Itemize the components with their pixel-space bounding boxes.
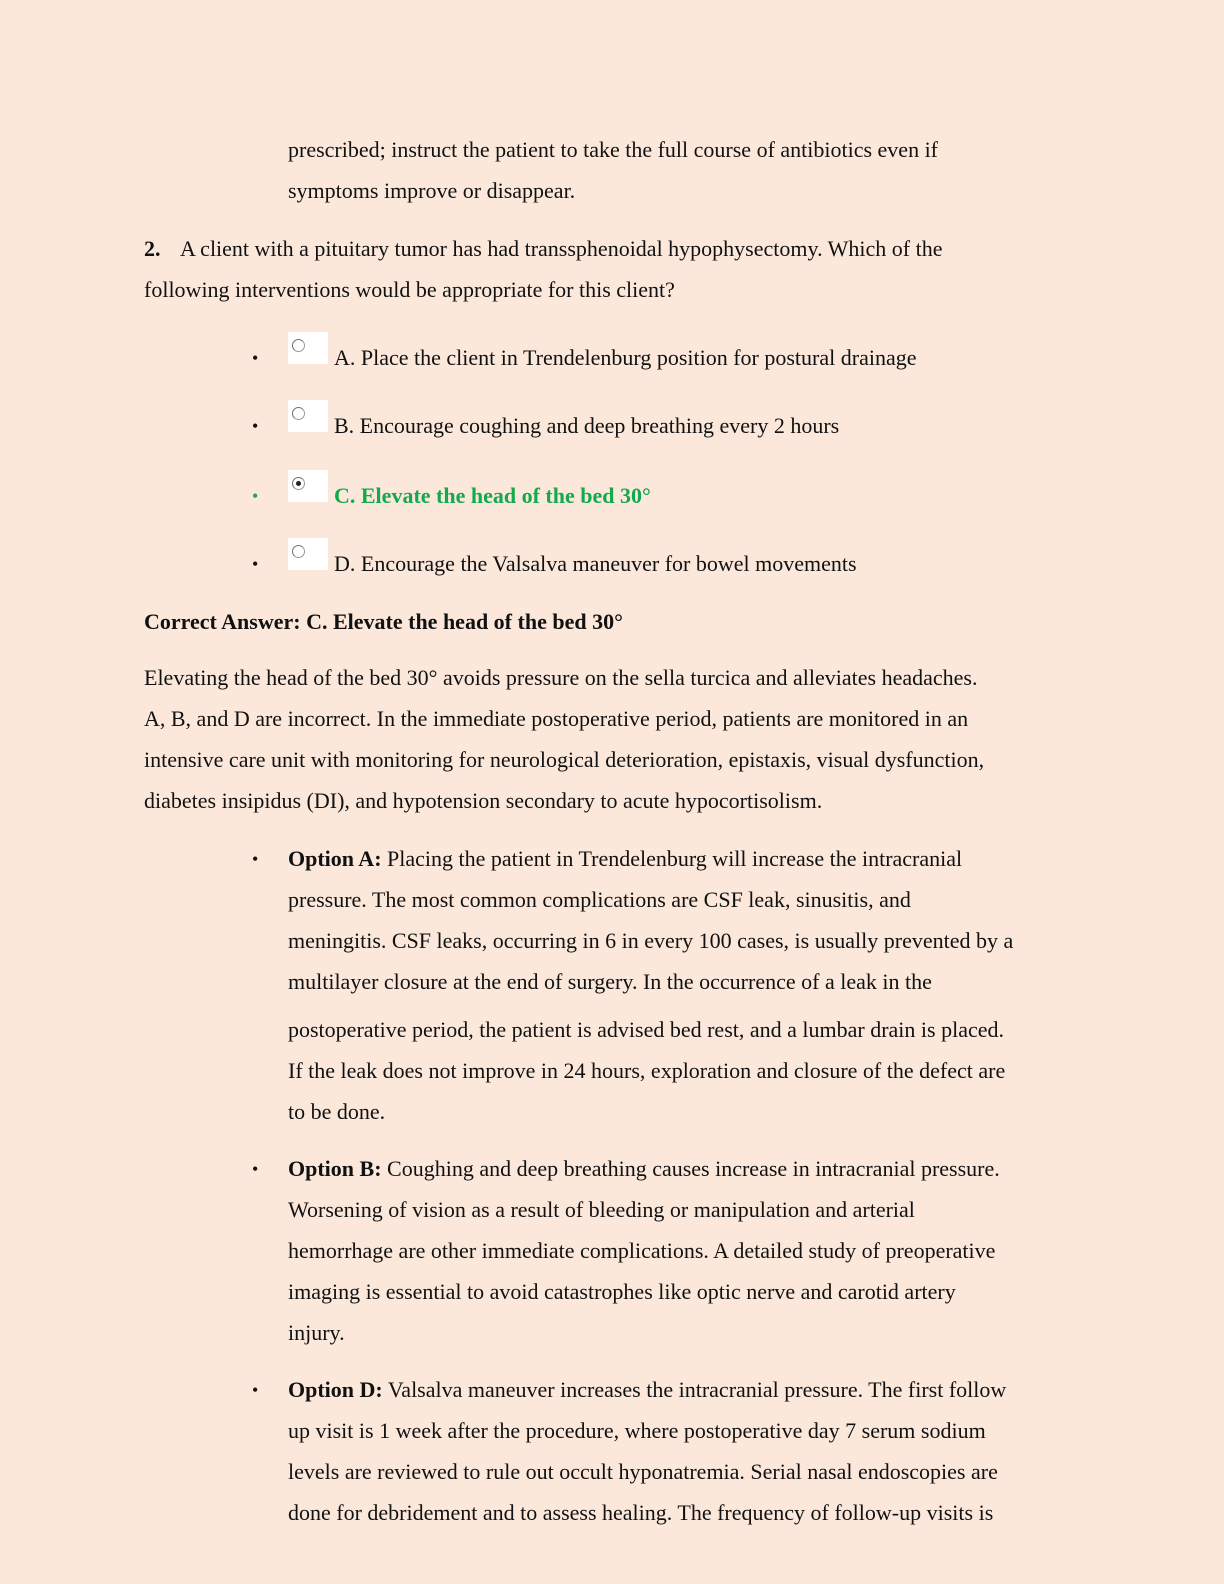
explanation-line: Worsening of vision as a result of bleeding or manipulation and arterial <box>288 1197 915 1222</box>
explanation-line: Valsalva maneuver increases the intracranial pressure. The first follow <box>387 1377 1007 1402</box>
explanation-line: multilayer closure at the end of surgery. In the occurrence of a leak in the <box>288 969 932 994</box>
question-line-2: following interventions would be appropriate for this client? <box>144 277 675 302</box>
option-b-label: B. Encourage coughing and deep breathing every 2 hours <box>334 413 840 438</box>
radio-button-d[interactable] <box>288 538 328 570</box>
explanation-line: intensive care unit with monitoring for neurological deterioration, epistaxis, visual dysfunction, <box>144 747 985 772</box>
explanation-line: Coughing and deep breathing causes increase in intracranial pressure. <box>387 1156 1000 1181</box>
explanation-line: pressure. The most common complications are CSF leak, sinusitis, and <box>288 887 911 912</box>
radio-selected-icon <box>292 477 305 490</box>
explanation-line: injury. <box>288 1320 345 1345</box>
bullet-icon: • <box>252 486 259 506</box>
intro-line-1: prescribed; instruct the patient to take the full course of antibiotics even if <box>288 137 939 162</box>
option-a-label: A. Place the client in Trendelenburg position for postural drainage <box>334 345 917 370</box>
explanation-line: postoperative period, the patient is advised bed rest, and a lumbar drain is placed. <box>288 1017 1004 1042</box>
correct-answer: Correct Answer: C. Elevate the head of the bed 30° <box>144 609 623 634</box>
radio-button-a[interactable] <box>288 332 328 364</box>
radio-icon <box>292 407 305 420</box>
explanation-line: If the leak does not improve in 24 hours, exploration and closure of the defect are <box>288 1058 1006 1083</box>
option-c-label: C. Elevate the head of the bed 30° <box>334 483 651 508</box>
explanation-line: Placing the patient in Trendelenburg will increase the intracranial <box>387 846 963 871</box>
explanation-line: hemorrhage are other immediate complications. A detailed study of preoperative <box>288 1238 996 1263</box>
question-line-1: A client with a pituitary tumor has had transsphenoidal hypophysectomy. Which of the <box>180 236 943 261</box>
bullet-icon: • <box>252 1159 259 1179</box>
question-number: 2. <box>144 236 161 261</box>
radio-icon <box>292 545 305 558</box>
option-a-heading: Option A: <box>288 846 382 871</box>
bullet-icon: • <box>252 1380 259 1400</box>
explanation-line: meningitis. CSF leaks, occurring in 6 in every 100 cases, is usually prevented by a <box>288 928 1014 953</box>
explanation-line: imaging is essential to avoid catastrophes like optic nerve and carotid artery <box>288 1279 956 1304</box>
radio-button-c[interactable] <box>288 470 328 502</box>
bullet-icon: • <box>252 348 259 368</box>
option-b-heading: Option B: <box>288 1156 382 1181</box>
explanation-line: up visit is 1 week after the procedure, where postoperative day 7 serum sodium <box>288 1418 986 1443</box>
explanation-line: Elevating the head of the bed 30° avoids pressure on the sella turcica and alleviates headaches. <box>144 665 978 690</box>
bullet-icon: • <box>252 416 259 436</box>
bullet-icon: • <box>252 554 259 574</box>
explanation-line: levels are reviewed to rule out occult hyponatremia. Serial nasal endoscopies are <box>288 1459 998 1484</box>
radio-icon <box>292 339 305 352</box>
option-d-heading: Option D: <box>288 1377 383 1402</box>
option-d-label: D. Encourage the Valsalva maneuver for bowel movements <box>334 551 857 576</box>
explanation-line: to be done. <box>288 1099 386 1124</box>
bullet-icon: • <box>252 849 259 869</box>
radio-button-b[interactable] <box>288 400 328 432</box>
intro-line-2: symptoms improve or disappear. <box>288 178 576 203</box>
explanation-line: A, B, and D are incorrect. In the immediate postoperative period, patients are monitored in an <box>144 706 969 731</box>
explanation-line: diabetes insipidus (DI), and hypotension secondary to acute hypocortisolism. <box>144 788 823 813</box>
explanation-line: done for debridement and to assess healing. The frequency of follow-up visits is <box>288 1500 994 1525</box>
